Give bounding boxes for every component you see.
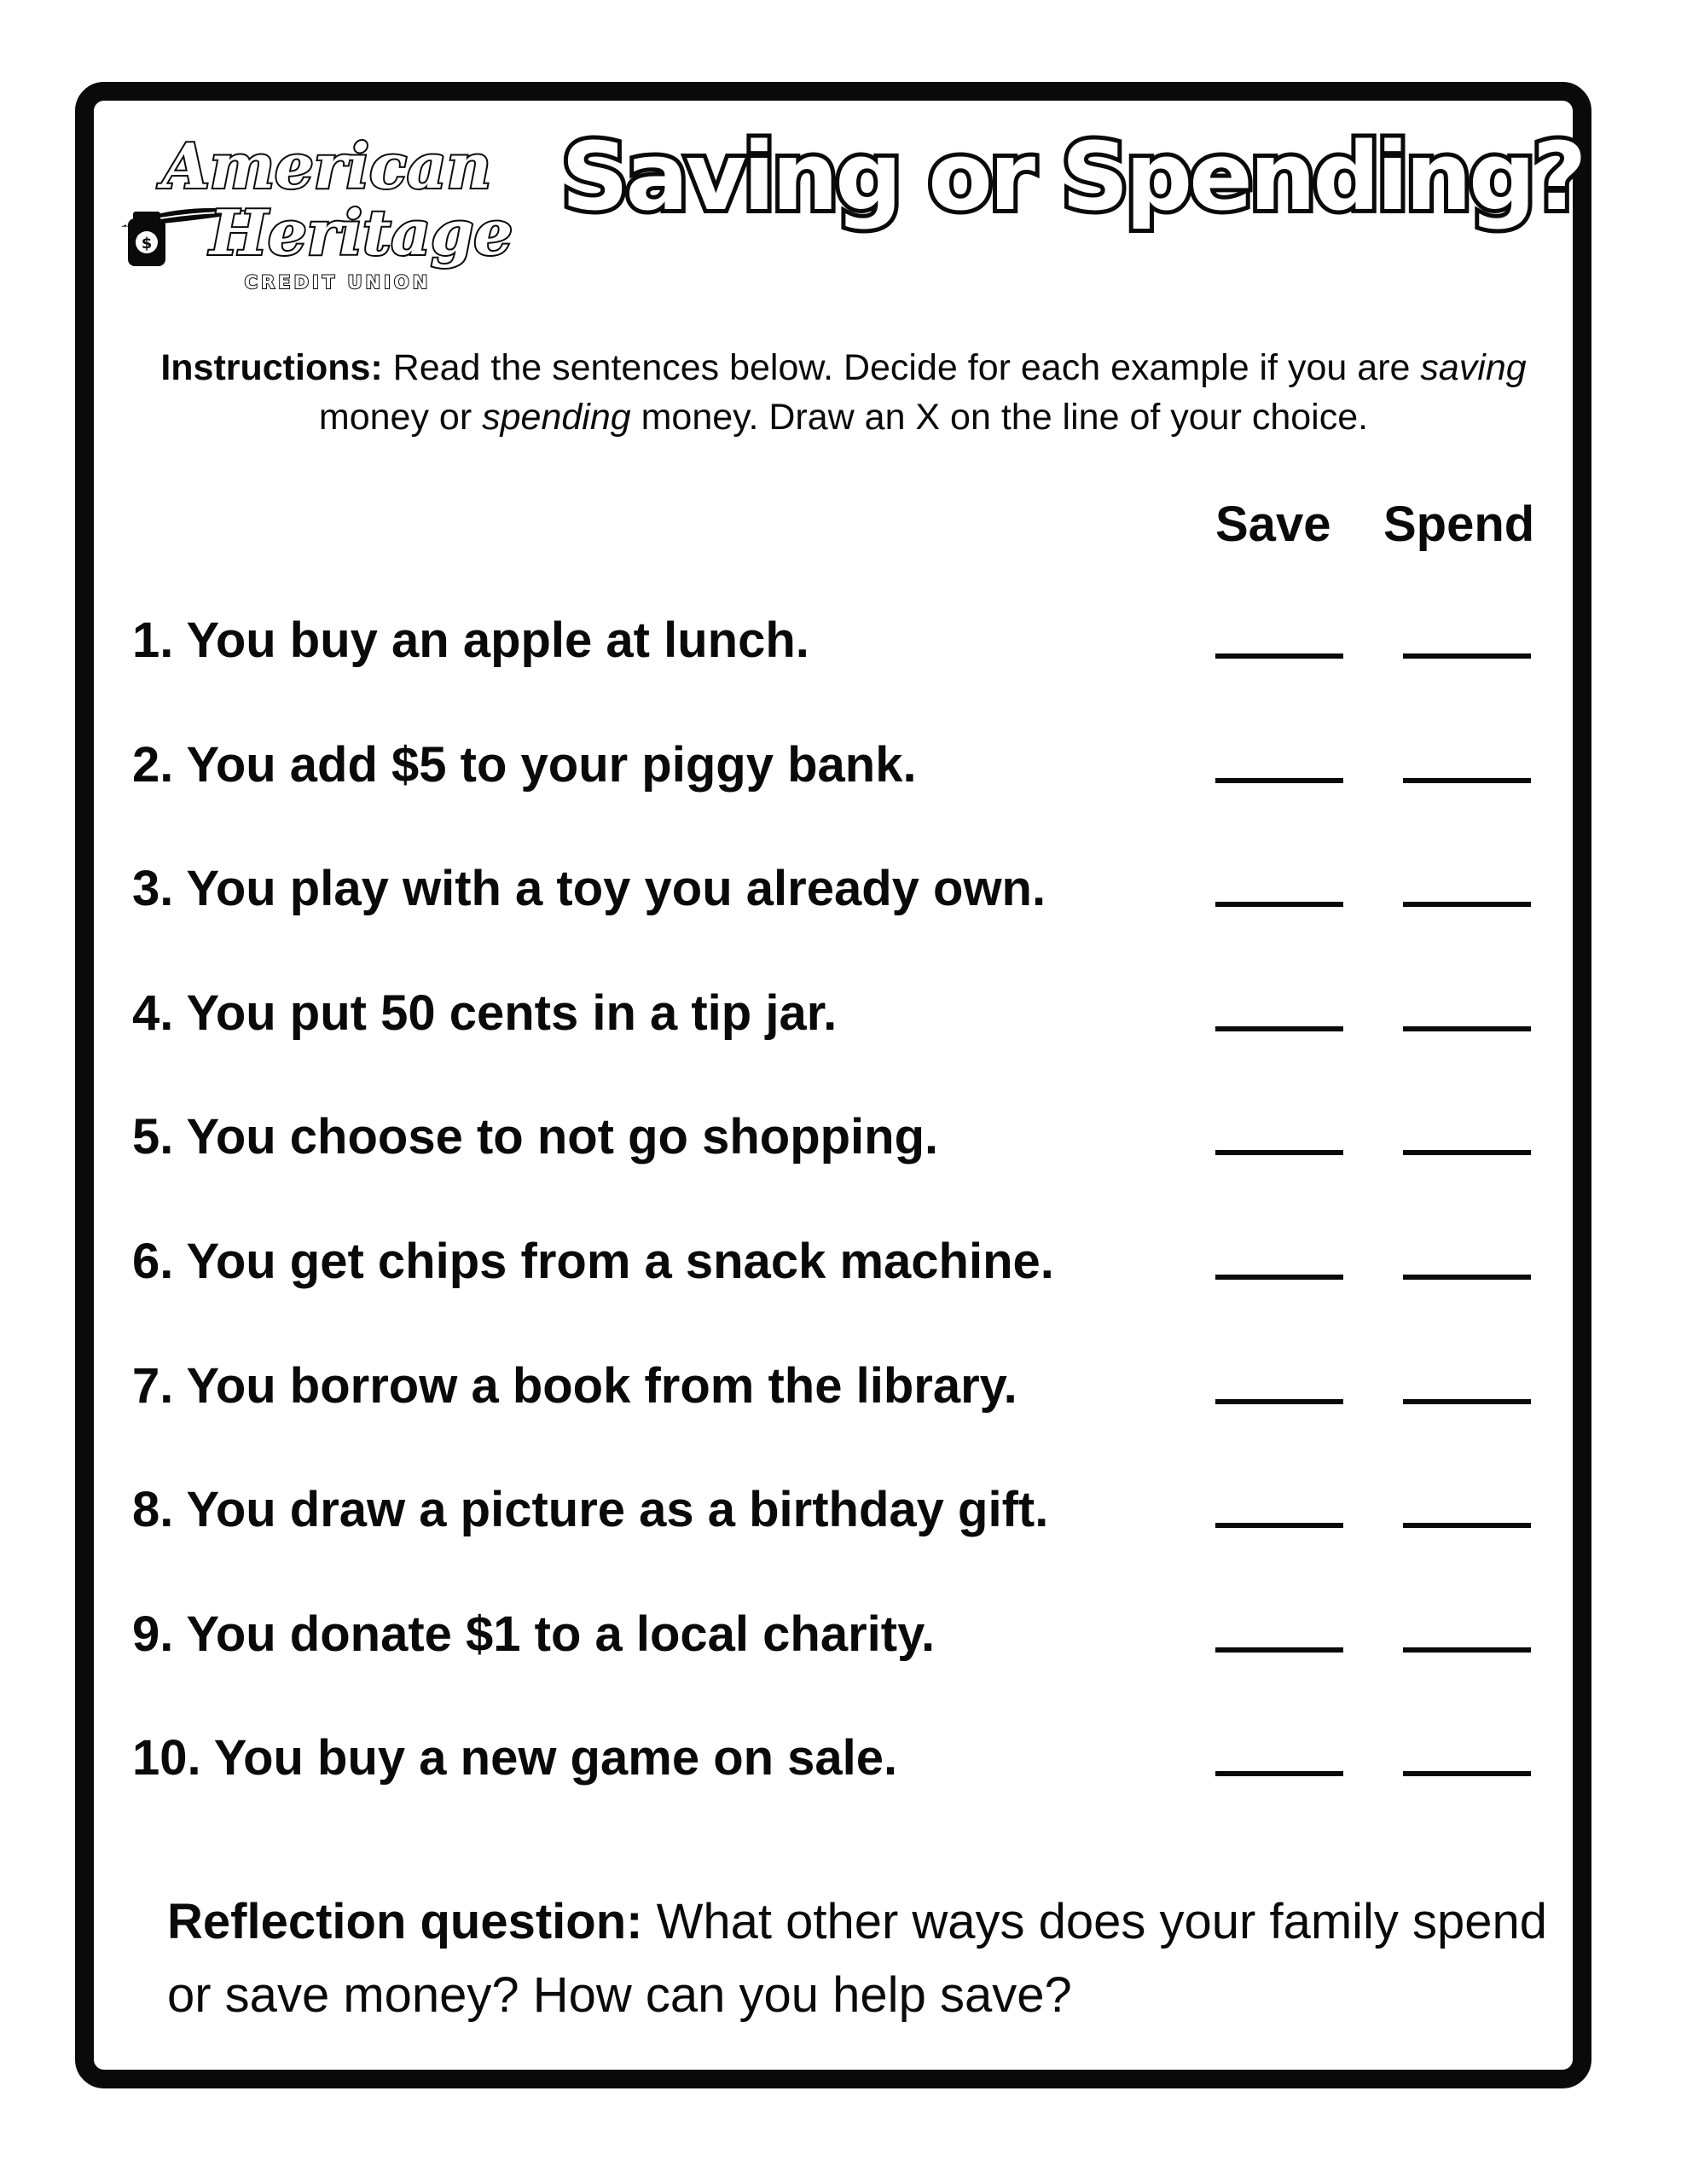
column-header-save: Save (1215, 497, 1331, 552)
question-text: 4. You put 50 cents in a tip jar. (132, 985, 838, 1041)
spend-answer-line[interactable] (1403, 1771, 1531, 1776)
question-text: 5. You choose to not go shopping. (132, 1109, 939, 1165)
question-item (132, 580, 1548, 705)
page-title: Saving or Spending? (561, 122, 1584, 231)
save-answer-line[interactable] (1215, 1275, 1343, 1280)
american-heritage-logo (109, 126, 536, 297)
save-answer-line[interactable] (1215, 1647, 1343, 1653)
question-text: 9. You donate $1 to a local charity. (132, 1606, 936, 1662)
logo-american: American (162, 130, 491, 202)
instructions-label: Instructions: (160, 347, 383, 388)
reflection-label: Reflection question: (167, 1894, 643, 1949)
question-text: 2. You add $5 to your piggy bank. (132, 736, 917, 793)
save-answer-line[interactable] (1215, 1523, 1343, 1528)
question-text: 10. You buy a new game on sale. (132, 1730, 898, 1786)
save-answer-line[interactable] (1215, 1771, 1343, 1776)
question-text: 1. You buy an apple at lunch. (132, 613, 809, 668)
question-item (132, 1574, 1548, 1699)
column-header-spend: Spend (1383, 497, 1535, 552)
question-item (132, 828, 1548, 953)
question-text: 6. You get chips from a snack machine. (132, 1233, 1054, 1289)
reflection-text: What other ways does your family spend or save money? How can you help save? (167, 1894, 1548, 2023)
spend-answer-line[interactable] (1403, 778, 1531, 783)
svg-text:$: $ (141, 235, 153, 253)
question-item (132, 1449, 1548, 1574)
question-item (132, 705, 1548, 829)
question-item (132, 1077, 1548, 1201)
save-answer-line[interactable] (1215, 653, 1343, 659)
spend-answer-line[interactable] (1403, 1647, 1531, 1653)
save-answer-line[interactable] (1215, 1399, 1343, 1404)
spend-answer-line[interactable] (1403, 653, 1531, 659)
spend-answer-line[interactable] (1403, 1275, 1531, 1280)
spend-answer-line[interactable] (1403, 1026, 1531, 1031)
save-answer-line[interactable] (1215, 902, 1343, 907)
question-item (132, 1326, 1548, 1450)
question-text: 8. You draw a picture as a birthday gift. (132, 1482, 1049, 1538)
spend-answer-line[interactable] (1403, 1150, 1531, 1155)
question-item (132, 1201, 1548, 1326)
question-text: 3. You play with a toy you already own. (132, 861, 1046, 917)
spend-answer-line[interactable] (1403, 1399, 1531, 1404)
spend-answer-line[interactable] (1403, 902, 1531, 907)
question-list (132, 580, 1548, 1822)
question-item (132, 1698, 1548, 1822)
logo-heritage: Heritage (210, 196, 513, 269)
save-answer-line[interactable] (1215, 778, 1343, 783)
save-answer-line[interactable] (1215, 1026, 1343, 1031)
spend-answer-line[interactable] (1403, 1523, 1531, 1528)
logo-tagline: CREDIT UNION (244, 272, 432, 293)
save-answer-line[interactable] (1215, 1150, 1343, 1155)
question-text: 7. You borrow a book from the library. (132, 1357, 1017, 1414)
question-item (132, 953, 1548, 1077)
reflection-question (167, 1885, 1566, 2032)
instructions: Instructions: Read the sentences below. Decide for each example if you are saving money or spending money. Draw an X on the line of your choice. (160, 347, 1527, 438)
